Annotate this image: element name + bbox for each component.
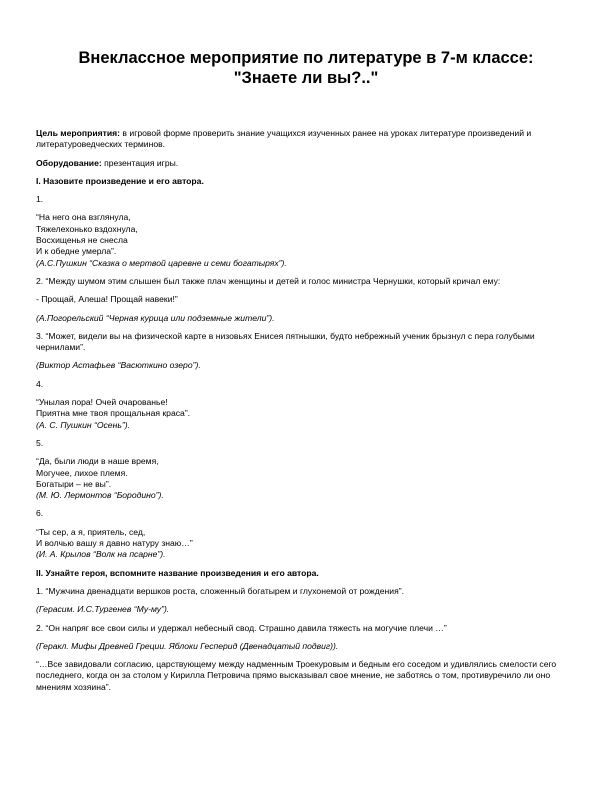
- question-2-text: 2. “Между шумом этим слышен был также плач женщины и детей и голос министра Чернушки, который кричал ему:: [36, 275, 501, 286]
- page-title: [20, 48, 592, 88]
- question-6-number: 6.: [36, 508, 44, 519]
- hero-question-2-text: 2. “Он напряг все свои силы и удержал небесный свод. Страшно давила тяжесть на могучие плечи …”: [36, 622, 447, 633]
- question-4-verse: [36, 397, 584, 431]
- verse-line: Тяжелехонько вздохнула,: [36, 223, 138, 234]
- verse-line: “Унылая пора! Очей очарованье!: [36, 397, 168, 408]
- question-3-answer: (Виктор Астафьев “Васюткино озеро”).: [36, 360, 201, 371]
- question-5-answer: (М. Ю. Лермонтов “Бородино”).: [36, 490, 164, 501]
- question-6-verse: [36, 527, 584, 561]
- goal-paragraph: [36, 128, 584, 151]
- verse-line: Богатыри – не вы”.: [36, 478, 112, 489]
- goal-label: Цель мероприятия:: [36, 128, 121, 138]
- question-4-number: 4.: [36, 378, 44, 389]
- verse-line: Приятна мне твоя прощальная краса”.: [36, 408, 191, 419]
- equipment-label: Оборудование:: [36, 157, 102, 168]
- question-1-answer: (А.С.Пушкин “Сказка о мертвой царевне и семи богатырях”).: [36, 257, 287, 268]
- verse-line: Восхищенья не снесла: [36, 235, 128, 246]
- document-body: [36, 128, 584, 693]
- verse-line: Могучее, лихое племя.: [36, 467, 128, 478]
- verse-line: “На него она взглянула,: [36, 212, 131, 223]
- verse-line: “Ты сер, а я, приятель, сед,: [36, 526, 146, 537]
- section-2-heading: II. Узнайте героя, вспомните название произведения и его автора.: [36, 567, 319, 578]
- title-line-1: Внеклассное мероприятие по литературе в 7-м классе:: [78, 49, 534, 67]
- hero-question-2-answer: (Геракл. Мифы Древней Греции. Яблоки Гесперид (Двенадцатый подвиг)).: [36, 640, 339, 651]
- hero-question-1-text: 1. “Мужчина двенадцати вершков роста, сложенный богатырем и глухонемой от рождения”.: [36, 585, 404, 596]
- question-2-answer: (А.Погорельский “Черная курица или подземные жители”).: [36, 312, 275, 323]
- title-line-2: "Знаете ли вы?..": [233, 69, 379, 87]
- equipment-text: презентация игры.: [101, 157, 179, 168]
- question-1-number: 1.: [36, 194, 44, 205]
- verse-line: И волчью вашу я давно натуру знаю…”: [36, 538, 193, 549]
- section-1-heading: I. Назовите произведение и его автора.: [36, 175, 204, 186]
- question-3-text: 3. “Может, видели вы на физической карте в низовьях Енисея пятнышки, будто небрежный ученик брызнул с пера голубыми чернилами”.: [36, 330, 535, 353]
- hero-question-3-text: “…Все завидовали согласию, царствующему между надменным Троекуровым и бедным его соседом и удивлялись смелости сего последнего, когда он за столом у Кирилла Петровича прямо высказывал свое мнение, не заботясь о том, противуречило ли оно мнениям хозяина”.: [36, 659, 557, 692]
- equipment-paragraph: [36, 158, 584, 169]
- verse-line: И к обедне умерла”.: [36, 246, 117, 257]
- goal-text: в игровой форме проверить знание учащихся изученных ранее на уроках литературе произведений и литературоведческих терминов.: [36, 128, 532, 150]
- question-2-quote: - Прощай, Алеша! Прощай навеки!”: [36, 294, 178, 305]
- hero-question-1-answer: (Герасим. И.С.Тургенев “Му-му”).: [36, 604, 170, 615]
- question-6-answer: (И. А. Крылов “Волк на псарне”).: [36, 549, 166, 560]
- question-1-verse: [36, 212, 584, 268]
- question-4-answer: (А. С. Пушкин “Осень”).: [36, 419, 130, 430]
- question-5-verse: [36, 456, 584, 501]
- verse-line: “Да, были люди в наше время,: [36, 456, 159, 467]
- question-5-number: 5.: [36, 437, 44, 448]
